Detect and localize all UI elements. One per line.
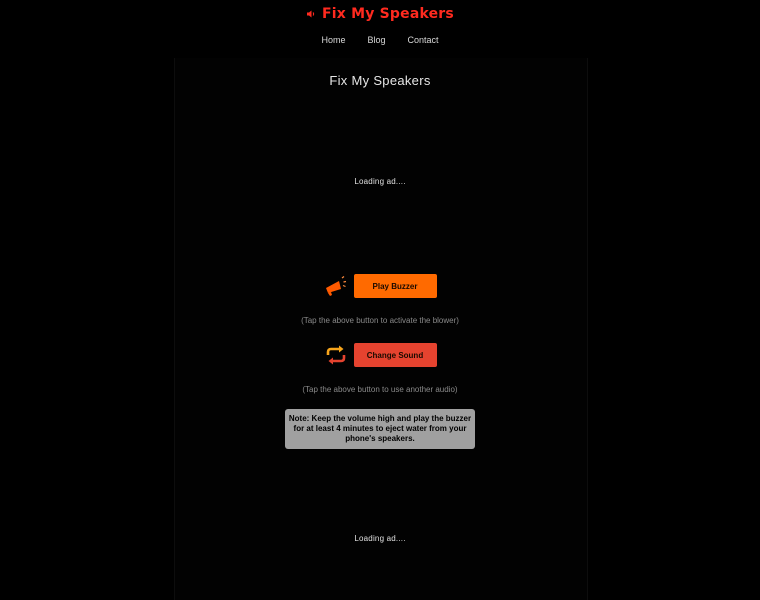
nav-contact[interactable]: Contact (407, 35, 439, 45)
ad-slot-top: Loading ad.... (354, 177, 406, 186)
note-line: Note: Keep the volume high and play the buzzer (288, 414, 472, 423)
change-sound-button[interactable]: Change Sound (354, 343, 437, 367)
volume-note (285, 409, 475, 449)
site-header (0, 0, 760, 58)
change-sound-row (0, 343, 760, 367)
note-line: phone's speakers. (345, 434, 415, 443)
ad-slot-bottom: Loading ad.... (354, 534, 406, 543)
speaker-icon (306, 9, 316, 19)
play-buzzer-button[interactable]: Play Buzzer (354, 274, 437, 298)
nav-home[interactable]: Home (321, 35, 346, 45)
page-title: Fix My Speakers (329, 73, 431, 88)
nav-blog[interactable]: Blog (367, 35, 386, 45)
site-logo[interactable] (0, 6, 760, 22)
main-panel (174, 58, 588, 600)
change-sound-hint: (Tap the above button to use another audio) (302, 385, 458, 394)
buzzer-row (0, 274, 760, 298)
note-line: for at least 4 minutes to eject water from your (293, 424, 467, 433)
buzzer-hint: (Tap the above button to activate the blower) (301, 316, 459, 325)
logo-text: Fix My Speakers (322, 6, 454, 22)
repeat-icon (324, 343, 348, 367)
megaphone-icon (324, 274, 348, 298)
main-nav (0, 35, 760, 45)
